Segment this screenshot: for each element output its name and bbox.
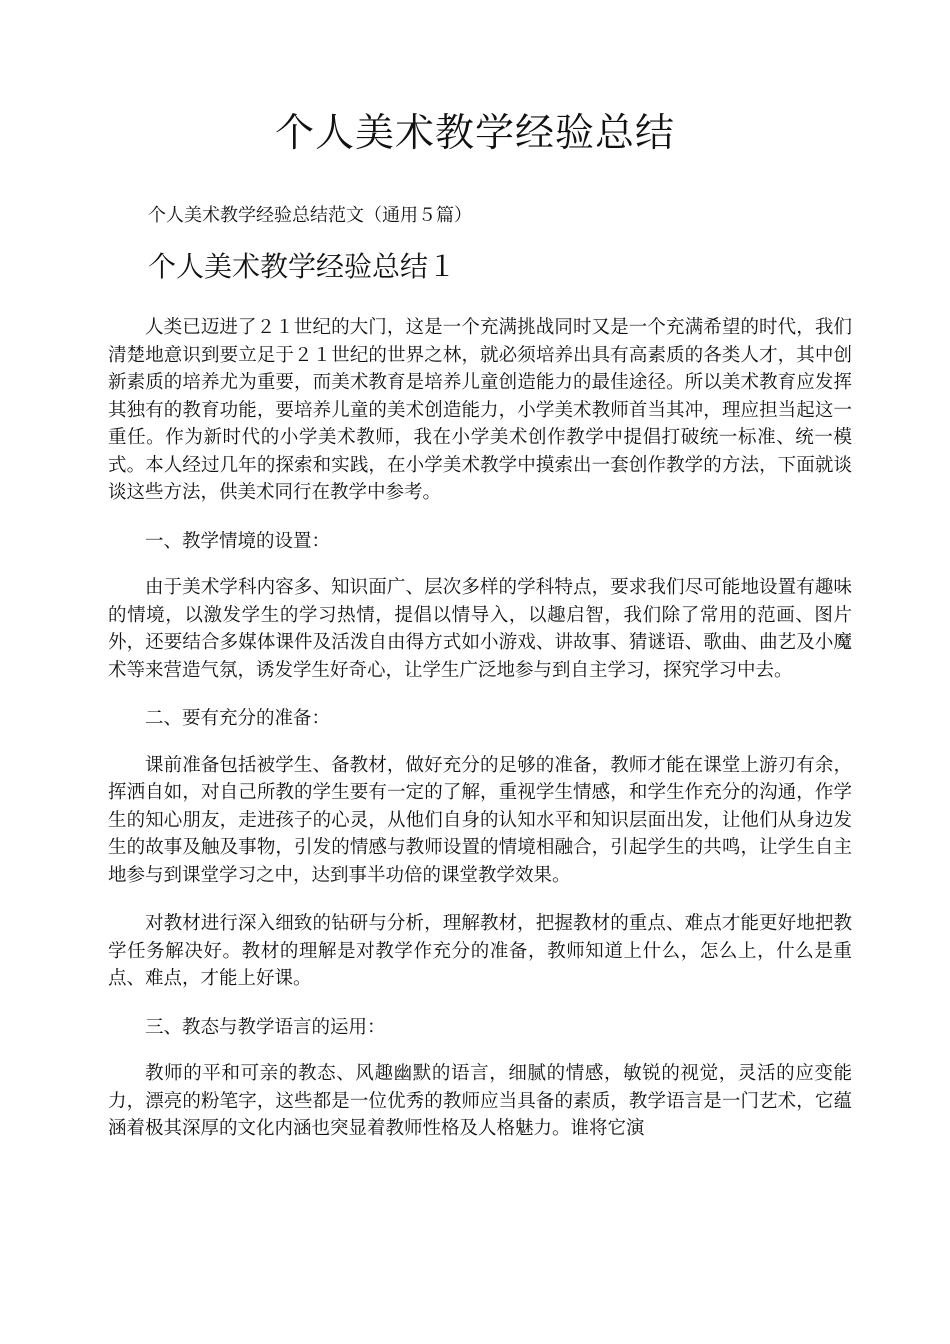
paragraph-preparation: 课前准备包括被学生、备教材，做好充分的足够的准备，教师才能在课堂上游刃有余，挥洒自如，对自己所教的学生要有一定的了解，重视学生情感，和学生作充分的沟通，作学生的知心朋友，走进孩子的心灵，从他们自身的认知水平和知识层面出发，让他们从身边发生的故事及触及事物，引发的情感与教师设置的情境相融合，引起学生的共鸣，让学生自主地参与到课堂学习之中，达到事半功倍的课堂教学效果。	[108, 754, 852, 886]
paragraph-teaching-language: 教师的平和可亲的教态、风趣幽默的语言，细腻的情感，敏锐的视觉，灵活的应变能力，漂亮的粉笔字，这些都是一位优秀的教师应当具备的素质，教学语言是一门艺术，它蕴涵着极其深厚的文化内涵也突显着教师性格及人格魅力。谁将它演	[108, 1063, 852, 1139]
document-title: 个人美术教学经验总结	[274, 111, 675, 156]
paragraph-intro: 人类已迈进了２１世纪的大门，这是一个充满挑战同时又是一个充满希望的时代，我们清楚地意识到要立足于２１世纪的世界之林，就必须培养出具有高素质的各类人才，其中创新素质的培养尤为重要，而美术教育是培养儿童创造能力的最佳途径。所以美术教育应发挥其独有的教育功能，要培养儿童的美术创造能力，小学美术教师首当其冲，理应担当起这一重任。作为新时代的小学美术教师，我在小学美术创作教学中提倡打破统一标准、统一模式。本人经过几年的探索和实践，在小学美术教学中摸索出一套创作教学的方法，下面就谈谈这些方法，供美术同行在教学中参考。	[108, 317, 852, 503]
subheading-teaching-language: 三、教态与教学语言的运用：	[145, 1016, 386, 1038]
subheading-preparation: 二、要有充分的准备：	[145, 708, 331, 729]
section-heading: 个人美术教学经验总结１	[148, 250, 457, 283]
subheading-situation-setting: 一、教学情境的设置：	[145, 530, 331, 552]
paragraph-textbook-study: 对教材进行深入细致的钻研与分析，理解教材，把握教材的重点、难点才能更好地把教学任务解决好。教材的理解是对教学作充分的准备，教师知道上什么，怎么上，什么是重点、难点，才能上好课。	[108, 913, 852, 989]
document-subtitle: 个人美术教学经验总结范文（通用５篇）	[148, 205, 472, 226]
document-body	[108, 314, 852, 1164]
paragraph-situation-setting: 由于美术学科内容多、知识面广、层次多样的学科特点，要求我们尽可能地设置有趣味的情境，以激发学生的学习热情，提倡以情导入，以趣启智，我们除了常用的范画、图片外，还要结合多媒体课件及活泼自由得方式如小游戏、讲故事、猜谜语、歌曲、曲艺及小魔术等来营造气氛，诱发学生好奇心，让学生广泛地参与到自主学习，探究学习中去。	[108, 577, 852, 681]
